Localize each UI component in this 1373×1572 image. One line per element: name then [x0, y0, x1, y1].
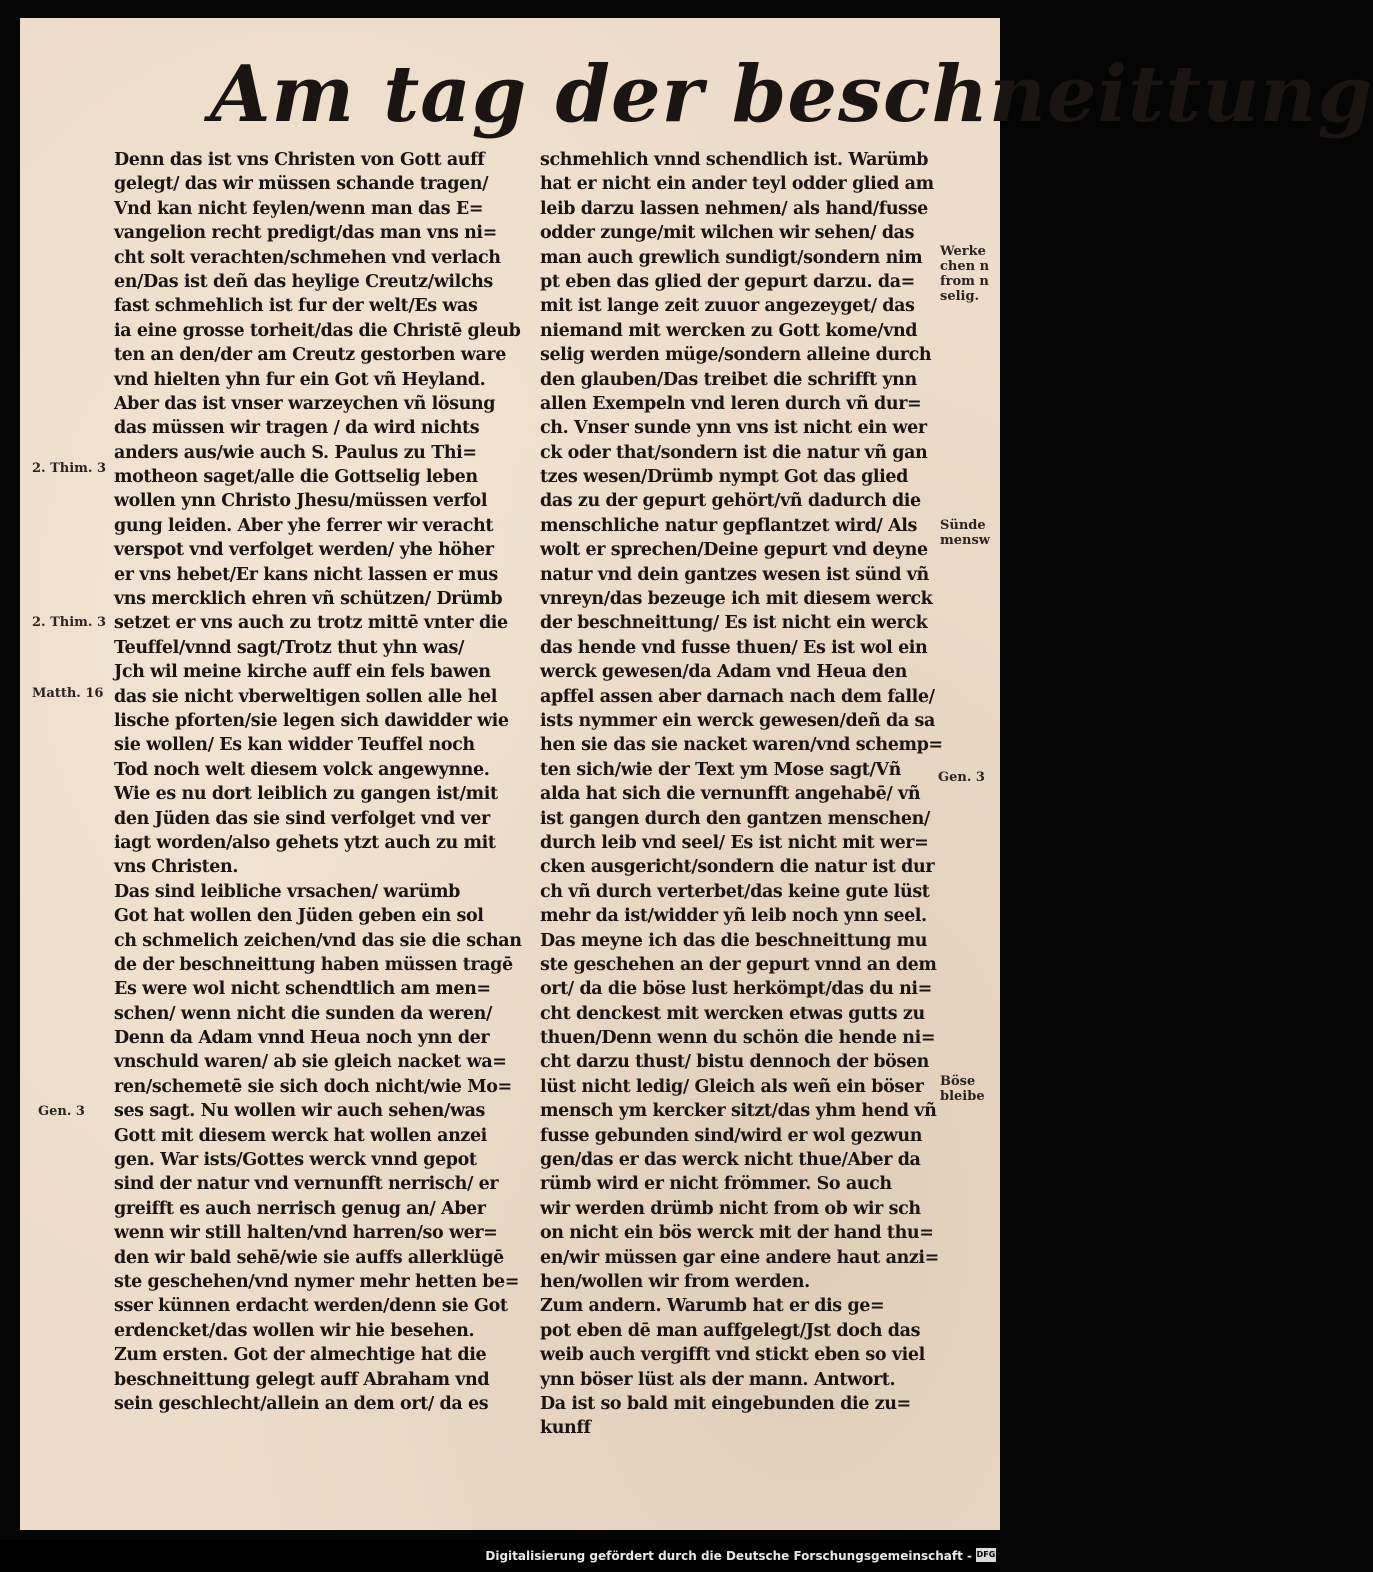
text-line: vns Christen. — [114, 857, 239, 878]
text-line: anders aus/wie auch S. Paulus zu Thi= — [114, 442, 477, 463]
text-line: cken ausgericht/sondern die natur ist dur — [540, 857, 935, 878]
text-line: vangelion recht predigt/das man vns ni= — [114, 223, 497, 244]
text-line: sser künnen erdacht werden/denn sie Got — [114, 1296, 508, 1317]
text-line: schen/ wenn nicht die sunden da weren/ — [114, 1003, 492, 1024]
text-line: allen Exempeln vnd leren durch vñ dur= — [540, 393, 922, 414]
text-line: Das meyne ich das die beschneittung mu — [540, 930, 928, 951]
text-line: menschliche natur gepflantzet wird/ Als — [540, 515, 917, 536]
text-line: sie wollen/ Es kan widder Teuffel noch — [114, 735, 475, 756]
text-line: ck oder that/sondern ist die natur vñ gan — [540, 442, 928, 463]
text-line: vns mercklich ehren vñ schützen/ Drümb — [114, 589, 503, 610]
text-line: fast schmehlich ist fur der welt/Es was — [114, 296, 478, 317]
text-line: ia eine grosse torheit/das die Christē gleub — [114, 320, 521, 341]
right-text-column — [540, 148, 960, 1441]
footer-credit: Digitalisierung gefördert durch die Deutsche Forschungsgemeinschaft - — [485, 1549, 972, 1563]
text-line: wollen ynn Christo Jhesu/müssen verfol — [114, 491, 488, 512]
text-line: ste geschehen/vnd nymer mehr hetten be= — [114, 1271, 520, 1292]
text-line: ch schmelich zeichen/vnd das sie die schan — [114, 930, 522, 951]
margin-note-left-1: 2. Thim. 3 — [32, 461, 107, 476]
text-line: Es were wol nicht schendtlich am men= — [114, 979, 491, 1000]
margin-note-right-3: Gen. 3 — [938, 770, 985, 785]
margin-note-left-4: Gen. 3 — [38, 1104, 85, 1119]
margin-note-left-3: Matth. 16 — [32, 686, 104, 701]
text-line: beschneittung gelegt auff Abraham vnd — [114, 1369, 490, 1390]
text-line: gen. War ists/Gottes werck vnnd gepot — [114, 1150, 477, 1171]
margin-note-left-2: 2. Thim. 3 — [32, 615, 107, 630]
text-line: Wie es nu dort leiblich zu gangen ist/mit — [114, 784, 498, 805]
text-line: ch. Vnser sunde ynn vns ist nicht ein wer — [540, 418, 927, 439]
text-line: mensch ym kercker sitzt/das yhm hend vñ — [540, 1101, 937, 1122]
text-line: durch leib vnd seel/ Es ist nicht mit wer= — [540, 832, 929, 853]
text-line: apffel assen aber darnach nach dem falle/ — [540, 686, 935, 707]
text-line: setzet er vns auch zu trotz mittē vnter die — [114, 613, 508, 634]
text-line: ynn böser lüst als der mann. Antwort. — [540, 1369, 896, 1390]
text-line: wir werden drümb nicht from ob wir sch — [540, 1198, 921, 1219]
text-line: cht solt verachten/schmehen vnd verlach — [114, 247, 501, 268]
text-line: Denn das ist vns Christen von Gott auff — [114, 150, 485, 170]
text-line: gen/das er das werck nicht thue/Aber da — [540, 1150, 921, 1171]
text-line: Gott mit diesem werck hat wollen anzei — [114, 1125, 487, 1146]
text-line: erdencket/das wollen wir hie besehen. — [114, 1320, 475, 1341]
text-line: iagt worden/also gehets ytzt auch zu mit — [114, 832, 496, 853]
text-line: motheon saget/alle die Gottselig leben — [114, 467, 478, 488]
text-line: en/Das ist deñ das heylige Creutz/wilchs — [114, 271, 493, 292]
text-line: den wir bald sehē/wie sie auffs allerklügē — [114, 1247, 504, 1268]
text-line: greifft es auch nerrisch genug an/ Aber — [114, 1198, 486, 1219]
text-line: vnschuld waren/ ab sie gleich nacket wa= — [114, 1052, 507, 1073]
text-line: lüst nicht ledig/ Gleich als weñ ein böser — [540, 1076, 924, 1097]
text-line: Denn da Adam vnnd Heua noch ynn der — [114, 1028, 490, 1049]
text-line: cht denckest mit wercken etwas gutts zu — [540, 1003, 925, 1024]
text-line: schmehlich vnnd schendlich ist. Warümb — [540, 150, 929, 170]
text-line: gelegt/ das wir müssen schande tragen/ — [114, 174, 489, 195]
text-line: Zum andern. Warumb hat er dis ge= — [540, 1296, 885, 1317]
text-line: ch vñ durch verterbet/das keine gute lüst — [540, 881, 930, 902]
text-line: lische pforten/sie legen sich dawidder wie — [114, 710, 509, 731]
text-line: weib auch vergifft vnd stickt eben so viel — [540, 1345, 925, 1366]
text-line: niemand mit wercken zu Gott kome/vnd — [540, 320, 918, 341]
text-line: en/wir müssen gar eine andere haut anzi= — [540, 1247, 939, 1268]
text-line: der beschneittung/ Es ist nicht ein werck — [540, 613, 928, 634]
text-line: ren/schemetē sie sich doch nicht/wie Mo= — [114, 1076, 512, 1097]
margin-note-right-4: Böse bleibe — [940, 1074, 985, 1104]
text-line: den glauben/Das treibet die schrifft ynn — [540, 369, 917, 390]
text-line: hat er nicht ein ander teyl odder glied am — [540, 174, 934, 195]
text-line: wenn wir still halten/vnd harren/so wer= — [114, 1223, 498, 1244]
text-line: leib darzu lassen nehmen/ als hand/fusse — [540, 198, 928, 219]
text-line: Aber das ist vnser warzeychen vñ lösung — [114, 393, 496, 414]
text-line: sein geschlecht/allein an dem ort/ da es — [114, 1393, 489, 1414]
left-text-column — [114, 148, 522, 1416]
text-line: fusse gebunden sind/wird er wol gezwun — [540, 1125, 923, 1146]
text-line: Teuffel/vnnd sagt/Trotz thut yhn was/ — [114, 637, 464, 658]
text-line: Tod noch welt diesem volck angewynne. — [114, 759, 490, 780]
text-line: pt eben das glied der gepurt darzu. da= — [540, 271, 915, 292]
text-line: Vnd kan nicht feylen/wenn man das E= — [114, 198, 484, 219]
text-line: rümb wird er nicht frömmer. So auch — [540, 1174, 892, 1195]
text-line: Das sind leibliche vrsachen/ warümb — [114, 881, 460, 902]
text-line: de der beschneittung haben müssen tragē — [114, 954, 513, 975]
book-page — [20, 18, 1373, 1530]
text-line: den Jüden das sie sind verfolget vnd ver — [114, 808, 490, 829]
text-line: tzes wesen/Drümb nympt Got das glied — [540, 467, 909, 488]
text-line: vnreyn/das bezeuge ich mit diesem werck — [540, 589, 933, 610]
text-line: Zum ersten. Got der almechtige hat die — [114, 1345, 487, 1366]
text-line: thuen/Denn wenn du schön die hende ni= — [540, 1028, 936, 1049]
text-line: das zu der gepurt gehört/vñ dadurch die — [540, 491, 921, 512]
text-line: ste geschehen an der gepurt vnnd an dem — [540, 954, 937, 975]
margin-note-right-2: Sünde mensw — [940, 518, 990, 548]
text-line: sind der natur vnd vernunfft nerrisch/ er — [114, 1174, 499, 1195]
text-line: mit ist lange zeit zuuor angezeyget/ das — [540, 296, 915, 317]
text-line: natur vnd dein gantzes wesen ist sünd vñ — [540, 564, 929, 585]
text-line: hen sie das sie nacket waren/vnd schemp= — [540, 735, 943, 756]
text-line: selig werden müge/sondern alleine durch — [540, 345, 932, 366]
text-line: mehr da ist/widder yñ leib noch ynn seel. — [540, 906, 927, 927]
text-line: werck gewesen/da Adam vnd Heua den — [540, 662, 907, 683]
page-title: Am tag der beschneittung — [210, 49, 1373, 140]
text-line: ist gangen durch den gantzen menschen/ — [540, 808, 930, 829]
text-line: er vns hebet/Er kans nicht lassen er mus — [114, 564, 498, 585]
text-line: das müssen wir tragen / da wird nichts — [114, 418, 480, 439]
text-line: hen/wollen wir from werden. — [540, 1271, 810, 1292]
text-line: cht darzu thust/ bistu dennoch der bösen — [540, 1052, 929, 1073]
text-line: ists nymmer ein werck gewesen/deñ da sa — [540, 710, 935, 731]
text-line: das sie nicht vberweltigen sollen alle hel — [114, 686, 498, 707]
text-line: alda hat sich die vernunfft angehabē/ vñ — [540, 784, 921, 805]
margin-note-right-1: Werke chen n from n selig. — [940, 244, 990, 304]
dfg-logo: DFG — [976, 1548, 996, 1562]
text-line: vnd hielten yhn fur ein Got vñ Heyland. — [114, 369, 486, 390]
text-line: man auch grewlich sundigt/sondern nim — [540, 247, 923, 268]
text-line: kunff — [540, 1418, 591, 1439]
text-line: ses sagt. Nu wollen wir auch sehen/was — [114, 1101, 485, 1122]
text-line: odder zunge/mit wilchen wir sehen/ das — [540, 223, 915, 244]
text-line: gung leiden. Aber yhe ferrer wir veracht — [114, 515, 493, 536]
text-line: Da ist so bald mit eingebunden die zu= — [540, 1393, 911, 1414]
text-line: Jch wil meine kirche auff ein fels bawen — [114, 662, 491, 683]
text-line: das hende vnd fusse thuen/ Es ist wol ein — [540, 637, 928, 658]
text-line: ten an den/der am Creutz gestorben ware — [114, 345, 506, 366]
text-line: ort/ da die böse lust herkömpt/das du ni= — [540, 979, 932, 1000]
text-line: Got hat wollen den Jüden geben ein sol — [114, 906, 484, 927]
text-line: verspot vnd verfolget werden/ yhe höher — [114, 540, 494, 561]
text-line: pot eben dē man auffgelegt/Jst doch das — [540, 1320, 921, 1341]
text-line: on nicht ein bös werck mit der hand thu= — [540, 1223, 934, 1244]
text-line: ten sich/wie der Text ym Mose sagt/Vñ — [540, 759, 901, 780]
text-line: wolt er sprechen/Deine gepurt vnd deyne — [540, 540, 928, 561]
